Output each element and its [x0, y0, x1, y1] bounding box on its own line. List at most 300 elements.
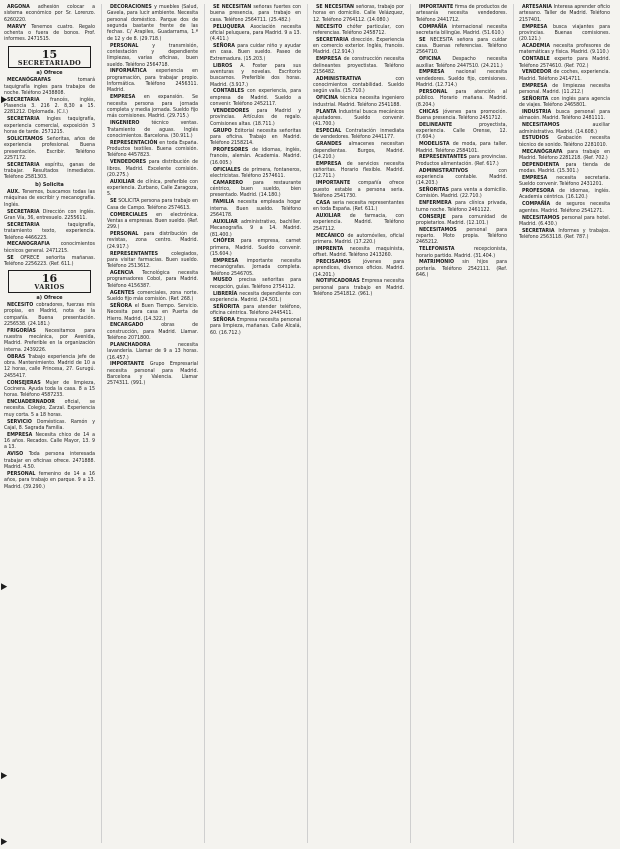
- ad-keyword: REPRESENTANTES: [419, 154, 469, 161]
- ad-keyword: SEÑORITA: [522, 95, 552, 102]
- ad-keyword: AUXILIAR: [213, 218, 242, 225]
- classified-ad: [4, 77, 95, 96]
- ad-keyword: CAMARERO: [213, 179, 253, 186]
- classified-ad: [313, 76, 404, 95]
- classified-ad: [4, 399, 95, 418]
- column-rule: [204, 4, 205, 843]
- classified-ad: [4, 189, 95, 208]
- ad-keyword: COMERCIALES: [110, 211, 157, 218]
- ad-keyword: PERSONAL: [7, 470, 39, 477]
- classified-ad: [519, 56, 610, 69]
- ad-text: auxiliar administrativo. Madrid. (14.608.): [519, 122, 610, 135]
- classified-ad: [519, 228, 610, 241]
- classified-ad: [519, 162, 610, 175]
- ad-text: Empresa necesita personal para trabajo en Madrid. Teléfono 2541812. (961.): [313, 278, 404, 298]
- column-rule: [101, 4, 102, 843]
- ad-keyword: ARTESANÍA: [522, 4, 554, 10]
- classified-ad: [4, 471, 95, 490]
- classified-ad: [4, 432, 95, 451]
- ad-text: para atención al público. Horario mañana. Madrid. (8.204.): [416, 88, 507, 108]
- ad-text: necesita maquinista, offset. Madrid. Teléfono 2413260.: [313, 245, 404, 259]
- classified-ad: [416, 259, 507, 278]
- ad-keyword: EMPRESA: [316, 56, 344, 63]
- ad-keyword: EMPRESA: [419, 69, 456, 76]
- ad-text: almacenes necesitan dependientas. Burgos, Madrid. (14.210.): [313, 141, 404, 160]
- ad-text: Tenemos cuatro. Regalo ochenta o fuera de bonos. Prof. informes. 2471515.: [4, 23, 95, 43]
- ad-text: A. Foster para sus aventuras y novelas. Escritorio buscamos. Preferible dos horas. Madrid. (3.917.): [210, 62, 301, 88]
- ad-keyword: COMPAÑÍA: [419, 23, 452, 30]
- ad-text: Necesita chico de 14 a 16 años. Recados. Calle Mayor, 13. 9 a 13.: [4, 431, 95, 451]
- subsection-heading: a) Ofrece: [36, 69, 63, 76]
- ad-text: Interesa aprender oficio artesano. Taller de Madrid. Teléfono 2157401.: [519, 4, 610, 23]
- classified-ad: [416, 200, 507, 213]
- ad-text: sin hijos para portería. Teléfono 2542111. (Ref. 646.): [416, 259, 507, 279]
- classified-ad: [519, 4, 610, 23]
- ad-text: para tienda de modas. Madrid. (15.301.): [519, 161, 610, 175]
- classified-ad: [519, 109, 610, 122]
- ad-keyword: CHÓFER: [213, 238, 241, 245]
- ad-text: necesita dependiente con experiencia. Madrid. (24.501.): [210, 290, 301, 303]
- ad-keyword: EMPRESA: [522, 23, 553, 30]
- classified-ad: [519, 135, 610, 148]
- classified-ad: [4, 162, 95, 181]
- ad-text: de construcción necesita delineantes proyectistas. Teléfono 2156482.: [313, 56, 404, 75]
- classified-ad: [107, 198, 198, 211]
- classified-ad: [519, 215, 610, 228]
- ad-keyword: SECRETARIA: [7, 116, 47, 123]
- column-6: [519, 4, 610, 843]
- classified-ad: [313, 233, 404, 246]
- ad-keyword: IMPORTANTE: [316, 180, 359, 187]
- ad-text: y transmisión, contestación y dependiente limpiezas, varias oficinas, buen sueldo. Teléfono 2564718.: [107, 42, 198, 68]
- ad-text: OFRECE señorita mañanas. Teléfono 2256223. (Ref. 611.): [4, 254, 95, 267]
- classified-ad: [416, 187, 507, 200]
- classified-ad: [4, 116, 95, 135]
- classified-ad: [416, 69, 507, 88]
- classified-ad: [313, 246, 404, 259]
- ad-text: conocimientos técnicos general. 2471215.: [4, 241, 95, 254]
- margin-arrow-icon: ▶: [1, 837, 8, 847]
- classified-ad: [210, 219, 301, 238]
- classified-ad: [313, 278, 404, 297]
- ad-text: Informes y trabajos. Teléfono 2563118. (Ref. 787.): [519, 227, 610, 241]
- classified-ad: [416, 89, 507, 108]
- ad-keyword: MECANOGRAFIA: [7, 241, 61, 248]
- ad-text: señoras fuertes con buena presencia, para trabajo en casa. Teléfono 2564711. (25.482.): [210, 4, 301, 23]
- ad-text: NECESITA señora para cuidar casa. Buenas referencias. Teléfono 2564710.: [416, 36, 507, 56]
- ad-keyword: ENCARGADO: [110, 322, 162, 329]
- ad-keyword: NOTIFICADORAS: [316, 278, 362, 285]
- ad-keyword: EMPRESA: [522, 174, 557, 181]
- ad-keyword: PROFESORA: [522, 188, 560, 195]
- ad-keyword: MUSEO: [213, 277, 239, 284]
- ad-keyword: DELINEANTE: [419, 121, 480, 128]
- ad-text: administrativo, bachiller. Mecanografía. 9 a 14. Madrid. (81.400.): [210, 218, 301, 238]
- classified-ad: [416, 246, 507, 259]
- ad-keyword: SE: [7, 254, 21, 261]
- classified-ad: [313, 180, 404, 199]
- classified-ad: [519, 175, 610, 188]
- classified-ad: [313, 259, 404, 278]
- ad-text: nacional necesita vendedores. Sueldo fijo, comisiones. Madrid. (12.714.): [416, 69, 507, 89]
- ad-keyword: LIBROS: [213, 62, 241, 69]
- classified-ad: [4, 241, 95, 254]
- ad-keyword: SECRETARIA: [7, 221, 68, 228]
- ad-text: para restaurante céntrico, buen sueldo, bien presentado. Madrid. (14.180.): [210, 179, 301, 199]
- classified-ad: [519, 43, 610, 56]
- ad-text: oficial, se necesita. Colegio, Zarzal. Experiencia muy corta. 5 a 18 horas.: [4, 399, 95, 418]
- ad-keyword: ENFERMERA: [419, 200, 456, 207]
- classified-ad: [107, 179, 198, 198]
- ad-text: para comunidad de propietarios. Madrid. (12.101.): [416, 213, 507, 226]
- ad-keyword: SEÑORITA: [213, 303, 244, 310]
- ad-keyword: EMPRESA: [7, 431, 36, 438]
- section-heading: [8, 270, 91, 292]
- ad-text: firma de productos de artesanía necesita vendedores. Teléfono 2441712.: [416, 4, 507, 23]
- ad-text: colegiados, para visitar farmacias. Buen sueldo. Teléfono 2513612.: [107, 250, 198, 270]
- ad-keyword: OFICIALES: [213, 166, 244, 173]
- ad-text: de moda, para taller. Madrid. Teléfono 2584101.: [416, 141, 507, 154]
- ad-text: francés, inglés, Plasencia 3. 216 2. 8,30 a 15. 2281212. Diplomada. (C.I.): [4, 96, 95, 116]
- classified-ad: [416, 154, 507, 167]
- ad-text: el Buen Tiempo. Servicio. Necesita para casa en Puerta de Hierro. Madrid. (14.322.): [107, 302, 198, 322]
- ad-text: adhesión colocar a sistema económico por Sr. Lorenzo. 6260220.: [4, 4, 95, 23]
- classified-ad: [210, 4, 301, 23]
- column-2: [107, 4, 198, 843]
- ad-keyword: INDUSTRIA: [522, 109, 556, 115]
- ad-text: Toda persona interesada trabajar en oficinas ofrece. 2471888. Madrid. 4.50.: [4, 451, 95, 470]
- margin-arrow-icon: ▶: [1, 95, 8, 105]
- ad-keyword: PROFESORES: [213, 147, 253, 154]
- classified-ad: [4, 451, 95, 470]
- ad-text: internacional necesita secretaria bilingüe. Madrid. (51.610.): [416, 23, 507, 36]
- classified-ad: [313, 213, 404, 232]
- ad-keyword: ESTUDIOS: [522, 135, 558, 142]
- ad-keyword: NECESITAMOS: [522, 122, 593, 129]
- ad-keyword: IMPORTANTE: [110, 361, 150, 368]
- classified-ad: [519, 69, 610, 82]
- column-rule: [513, 4, 514, 843]
- classified-ad: [107, 159, 198, 178]
- ad-keyword: EMPRESA: [316, 160, 347, 167]
- ad-keyword: COMPAÑÍA: [522, 201, 556, 208]
- classified-ad: [107, 290, 198, 303]
- ad-text: importante necesita mecanógrafas. Jornada completa. Teléfono 2546705.: [210, 257, 301, 277]
- ad-keyword: SEÑORITAS: [419, 187, 452, 194]
- ad-text: de idiomas, inglés. Academia céntrica. (16.120.): [519, 188, 610, 201]
- classified-ad: [416, 56, 507, 69]
- ad-keyword: SECRETARIA: [7, 96, 51, 103]
- ad-keyword: SE: [110, 198, 119, 205]
- classified-ad: [107, 120, 198, 139]
- subsection-heading: b) Solicita: [35, 181, 64, 188]
- ad-keyword: AUX.: [7, 189, 23, 196]
- ad-keyword: AGENCIA: [110, 270, 143, 277]
- ad-keyword: IMPORTANTE: [419, 4, 455, 10]
- ad-keyword: OBRAS: [7, 353, 29, 360]
- ad-keyword: MECANÓGRAFAS: [7, 77, 78, 84]
- classified-ad: [313, 141, 404, 160]
- ad-text: precisa señoritas para recepción, guías. Teléfono 2754112.: [210, 277, 301, 290]
- ad-keyword: GRANDES: [316, 141, 349, 148]
- classified-ad: [107, 251, 198, 270]
- ad-keyword: ACADEMIA: [522, 43, 554, 50]
- ad-text: para clínica privada, turno noche. Teléfono 2461122.: [416, 200, 507, 213]
- ad-text: jóvenes para promoción. Buena presencia. Teléfono 2451712.: [416, 108, 507, 121]
- classified-ad: [210, 317, 301, 336]
- ad-text: señoras, trabajo por horas en domicilio. Calle Velázquez, 12. Teléfono 2764112. (14.080.): [313, 4, 404, 23]
- ad-text: para provincias. Productos alimentación. (Ref. 617.): [416, 154, 507, 167]
- classified-ad: [210, 167, 301, 180]
- ad-text: femenino de 14 a 16 años, para trabajo en parque. 9 a 13. Madrid. (39.290.): [4, 470, 95, 490]
- ad-keyword: SECRETARIA: [316, 36, 352, 43]
- ad-text: para distribución de revistas, zona centro. Madrid. (24.917.): [107, 231, 198, 250]
- ad-keyword: INGENIERO: [110, 120, 152, 127]
- ad-text: necesita secretaria. Sueldo convenir. Teléfono 2431201.: [519, 174, 610, 188]
- margin-arrow-icon: ▶: [1, 582, 8, 592]
- ad-text: de idiomas, inglés, francés, alemán. Academia. Madrid. (16.005.): [210, 147, 301, 166]
- ad-keyword: NECESITO: [7, 301, 37, 308]
- ad-text: SOLICITA persona para trabajo en Casa de Campo. Teléfono 2574613.: [107, 198, 198, 211]
- classified-ad: [107, 322, 198, 341]
- classified-ad: [4, 209, 95, 222]
- classified-ad: [4, 354, 95, 379]
- ad-keyword: ADMINISTRATIVOS: [419, 167, 499, 174]
- ad-keyword: PLANCHADORA: [110, 341, 179, 348]
- ad-keyword: CONSERJE: [419, 213, 452, 220]
- classified-ad: [416, 214, 507, 227]
- ad-text: para atender teléfono, oficina céntrica. Teléfono 2445411.: [210, 303, 301, 317]
- classified-ad: [107, 212, 198, 231]
- classified-ad: [107, 303, 198, 322]
- classified-ad: [210, 108, 301, 127]
- ad-text: en electrónica. Ventas a empresas. Buen sueldo. (Ref. 299.): [107, 211, 198, 231]
- ad-keyword: PERSONAL: [110, 42, 153, 49]
- classified-ad: [416, 141, 507, 154]
- ad-text: para cuidar niño y ayudar en casa. Buen sueldo. Paseo de Extremadura. (15.203.): [210, 43, 301, 62]
- classified-ad: [210, 199, 301, 218]
- classified-ad: [210, 63, 301, 88]
- ad-keyword: ADMINISTRATIVA: [316, 75, 396, 82]
- ad-keyword: REPRESENTACIÓN: [110, 139, 160, 146]
- classified-ad: [107, 43, 198, 68]
- ad-text: seria necesita representantes en toda España. (Ref. 611.): [313, 199, 404, 213]
- ad-text: con inglés para agencia de viajes. Teléfono 2465801.: [519, 95, 610, 109]
- subsection-heading: a) Ofrece: [36, 294, 63, 301]
- ad-text: de clínica, preferible con experiencia. Zurbano, Calle Zaragoza, 5.: [107, 178, 198, 198]
- ad-keyword: PERSONAL: [419, 88, 456, 95]
- ad-text: recepcionista, horario partido. Madrid. (31.404.): [416, 246, 507, 259]
- classified-ad: [210, 304, 301, 317]
- ad-keyword: AUXILIAR: [316, 213, 350, 219]
- ad-keyword: LIBRERÍA: [213, 290, 240, 297]
- classified-ad: [4, 4, 95, 23]
- column-5: [416, 4, 507, 843]
- ad-keyword: FAMILIA: [213, 199, 238, 206]
- ad-text: para empresa, carnet primera, Madrid. Sueldo convenir. (15.604.): [210, 238, 301, 258]
- ad-text: busca viajantes para provincias. Buenas comisiones. (20.121.): [519, 23, 610, 43]
- ad-keyword: FRIGORÍAS: [7, 327, 45, 334]
- section-number: 16: [41, 272, 58, 286]
- classified-ad: [416, 24, 507, 37]
- classified-ad: [519, 188, 610, 201]
- ad-text: necesita empleada hogar interna. Buen sueldo. Teléfono 2564178.: [210, 199, 301, 218]
- ad-text: experto para Madrid. Teléfono 2574610. (Ref. 702.): [519, 56, 610, 69]
- ad-text: tomará taquigrafía ingles para trabajos de noche. Teléfono 2438808.: [4, 77, 95, 96]
- ad-text: experiencia en programación, para trabajar propio. Informática. Teléfono 2456311. Madrid.: [107, 68, 198, 94]
- ad-text: Trabajo experiencia jefe de obra. Mantenimiento. Madrid de 10 a 12 horas, calle Princesa, 27. Gurugú. 2455417.: [4, 353, 95, 379]
- classified-ad: [107, 4, 198, 42]
- ad-keyword: SECRETARIA: [522, 227, 559, 234]
- ad-keyword: OFICINA: [419, 56, 453, 63]
- ad-text: con experiencia, para empresa de Madrid. Sueldo a convenir. Teléfono 2452117.: [210, 88, 301, 108]
- ad-keyword: ENCUADERNADOR: [7, 399, 65, 406]
- ad-keyword: PERSONAL: [110, 231, 144, 238]
- ad-keyword: SERVICIO: [7, 418, 37, 425]
- ad-keyword: CHICAS: [419, 108, 444, 115]
- ad-text: busca personal para almacén. Madrid. Teléfono 2481111.: [519, 109, 610, 122]
- ad-keyword: AGENTES: [110, 289, 138, 296]
- ad-text: de limpiezas necesita personal. Madrid. (11.212.): [519, 82, 610, 95]
- ad-text: taquigrafía, tratamiento texto, experiencia. Teléfono 4466223.: [4, 221, 95, 241]
- ad-text: Domésticas. Ramón y Cajal, 8. Sagrada Familia.: [4, 418, 95, 431]
- classified-ad: [107, 342, 198, 361]
- ad-text: compañía ofrece puesto estable a persona seria. Teléfono 2541730.: [313, 180, 404, 199]
- ad-text: espíritu, ganas de trabajar. Resultados inmediatos. Teléfono 2581303.: [4, 161, 95, 181]
- classified-ad: [107, 270, 198, 289]
- classified-ad: [4, 302, 95, 327]
- classified-ad: [416, 109, 507, 122]
- ad-text: Contratación inmediata de vendedores. Teléfono 2441177.: [313, 128, 404, 141]
- ad-text: en toda España. Productos textiles. Buena comisión. Teléfono 4457823.: [107, 139, 198, 159]
- ad-keyword: MECÁNICO: [316, 232, 348, 239]
- ad-keyword: MECANÓGRAFA: [522, 148, 568, 155]
- classified-ad: [313, 200, 404, 213]
- ad-text: cobradores, fuerzas mis propias, en Madrid, nota de la compañía. Buena presentación. 2256538. (24.181.): [4, 301, 95, 327]
- ad-keyword: CONSEJERAS: [7, 379, 46, 386]
- classified-ad: [416, 37, 507, 56]
- ad-text: en expansión. Se necesita persona para jornada completa y media jornada. Sueldo fijo más comisiones. Madrid. (29.715.): [107, 94, 198, 120]
- ad-keyword: SECRETARIA: [7, 208, 43, 215]
- ad-text: comerciales, zona norte. Sueldo fijo más comisión. (Ref. 268.): [107, 289, 198, 302]
- ad-text: para distribución de libros. Madrid. Excelente comisión. (20.275.): [107, 159, 198, 178]
- ad-text: Asociación necesita oficial peluquera, para Madrid. 9 a 13. (4.411.): [210, 23, 301, 43]
- ad-text: jóvenes para aprendices, diversos oficios. Madrid. (14.201.): [313, 258, 404, 278]
- column-rule: [410, 4, 411, 843]
- ad-text: Necesitamos para nuestra mecánica, por Avenida, Madrid. Preferible en la organización interna. 2439226.: [4, 327, 95, 353]
- ad-keyword: VENDEDORES: [110, 159, 149, 166]
- ad-keyword: AUXILIAR: [110, 178, 138, 185]
- ad-text: técnica necesita ingeniero industrial. Madrid. Teléfono 2541188.: [313, 95, 404, 108]
- ad-keyword: EMPRESA: [213, 257, 247, 264]
- ad-text: para trabajo en Madrid. Teléfono 2281218. (Ref. 702.): [519, 148, 610, 161]
- ad-text: de servicios necesita señoritas. Horario flexible. Madrid. (12.711.): [313, 160, 404, 180]
- ad-keyword: PLANTA: [316, 108, 339, 115]
- ad-text: dirección. Experiencia en comercio exterior. Inglés, francés. Madrid. (12.914.): [313, 36, 404, 56]
- classified-ad: [313, 95, 404, 108]
- ad-keyword: SE NECESITAN: [316, 4, 356, 10]
- ad-keyword: SE NECESITAN: [213, 4, 254, 10]
- ad-text: de automóviles, oficial primera. Madrid. (17.220.): [313, 232, 404, 245]
- classified-ad: [210, 43, 301, 62]
- ad-text: Tecnológica necesita programadores Cobol, para Madrid. Teléfono 4156387.: [107, 270, 198, 289]
- classified-ad: [519, 122, 610, 135]
- section-title: SECRETARIADO: [17, 58, 82, 67]
- ad-keyword: DEPENDIENTA: [522, 161, 566, 168]
- ad-keyword: OFICINA: [316, 95, 341, 102]
- ad-keyword: GRUPO: [213, 127, 235, 134]
- ad-text: Ingles taquigrafía, experiencia comercial, exposición 3 horas de tarde. 2571215.: [4, 116, 95, 135]
- classified-ad: [519, 201, 610, 214]
- ad-text: Empresa necesita personal para limpieza, mañanas. Calle Alcalá, 60. (16.712.): [210, 317, 301, 336]
- ad-text: con conocimientos contabilidad. Sueldo según valía. (15.710.): [313, 75, 404, 95]
- ad-text: personal para hotel. Madrid. (6.430.): [519, 214, 610, 227]
- ad-keyword: DECORACIONES: [110, 4, 155, 10]
- classified-ad: [210, 24, 301, 43]
- classified-ad: [107, 231, 198, 250]
- ad-keyword: AVISO: [7, 451, 29, 458]
- column-rule: [307, 4, 308, 843]
- classified-ad: [4, 136, 95, 161]
- classified-ad: [416, 4, 507, 23]
- ad-text: de farmacia, con experiencia. Madrid. Teléfono 2547112.: [313, 213, 404, 232]
- classified-ad: [107, 94, 198, 119]
- ad-text: Mujer de limpieza, Cocinera. Ayuda toda la casa. 8 a 15 horas. Teléfono 4587233.: [4, 379, 95, 399]
- classified-ad: [4, 255, 95, 268]
- ad-text: Señoritas, años de experiencia profesional. Buena presentación. Escribir. Teléfono 2257172.: [4, 135, 95, 161]
- ad-text: chófer particular, con referencias. Teléfono 2458712.: [313, 23, 404, 36]
- ad-text: para Madrid y provincias. Artículos de regalo. Comisiones altas. (18.711.): [210, 108, 301, 127]
- ad-keyword: MODELISTA: [419, 141, 453, 148]
- ad-keyword: SECRETARIA: [7, 161, 45, 168]
- classified-ad: [313, 24, 404, 37]
- column-1: [4, 4, 95, 843]
- ad-text: técnico ventas. Tratamiento de aguas. Inglés conocimientos. Barcelona. (30.911.): [107, 120, 198, 139]
- classified-ad: [4, 380, 95, 399]
- ad-text: Dirección con inglés. Gran Vía, 36, entresuelo. 2255611.: [4, 208, 95, 221]
- classified-ad: [519, 96, 610, 109]
- ad-keyword: TELEFONISTA: [419, 246, 474, 253]
- ad-text: proyectista, experiencia. Calle Orense, 12. (7.604.): [416, 121, 507, 141]
- classified-ad: [210, 238, 301, 257]
- ad-keyword: ESPECIAL: [316, 128, 346, 135]
- ad-keyword: EMPRESA: [522, 82, 553, 89]
- ad-text: para venta a domicilio. Comisión. Madrid. (22.710.): [416, 187, 507, 200]
- ad-keyword: SEÑORA: [110, 302, 135, 309]
- ad-keyword: CONTABLE: [522, 56, 555, 63]
- ad-keyword: SEÑORA: [213, 43, 238, 50]
- ad-text: con experiencia contable. Madrid. (14.203.): [416, 167, 507, 187]
- ad-text: Tenemos, buscamos todas las máquinas de escribir y mecanografía. Inglés.: [4, 189, 95, 208]
- section-heading: [8, 46, 91, 68]
- ad-keyword: MARVY: [7, 23, 32, 30]
- ad-keyword: VENDEDORES: [213, 108, 257, 114]
- classified-ad: [519, 83, 610, 96]
- classified-ad: [210, 277, 301, 290]
- classified-ad: [519, 24, 610, 43]
- ad-text: necesita profesores de matemáticas y física. Madrid. (9.110.): [519, 43, 610, 56]
- classified-ad: [4, 419, 95, 432]
- ad-text: necesita lavandería. Llamar de 9 a 13 horas. (16.457.): [107, 341, 198, 361]
- ad-text: Grabación necesita técnico de sonido. Teléfono 2281010.: [519, 135, 610, 148]
- ad-keyword: MATRIMONIO: [419, 259, 463, 266]
- ad-text: de primera, fontaneros, electricistas. Teléfono 2574611.: [210, 166, 301, 179]
- classified-ad: [313, 37, 404, 56]
- ad-keyword: NECESITAMOS: [522, 214, 562, 221]
- ad-text: Grupo Empresarial necesita personal para Madrid. Barcelona y Valencia. Llamar 2574311. (991.): [107, 361, 198, 387]
- ad-text: obras de construcción, para Madrid. Llamar. Teléfono 2071800.: [107, 322, 198, 342]
- classified-ad: [4, 24, 95, 43]
